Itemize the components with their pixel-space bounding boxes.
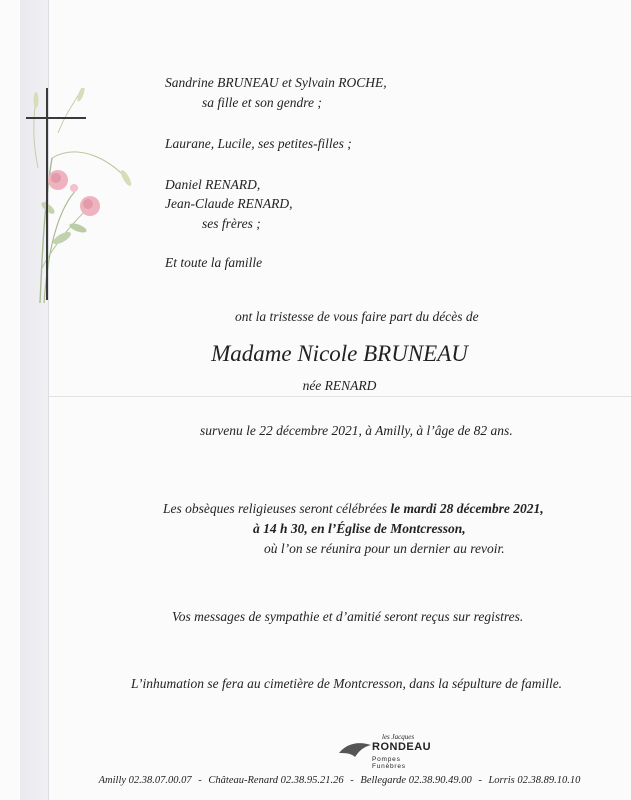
fold-line	[48, 396, 631, 397]
footer-separator: -	[350, 775, 354, 786]
messages-text: Vos messages de sympathie et d’amitié seront reçus sur registres.	[172, 609, 524, 624]
funeral-line-3: où l’on se réunira pour un dernier au revoir.	[264, 541, 505, 556]
burial-text: L’inhumation se fera au cimetière de Montcresson, dans la sépulture de famille.	[131, 676, 563, 691]
funeral-home-logo	[335, 733, 432, 771]
cross-and-roses-illustration	[18, 88, 138, 303]
family-line-2: sa fille et son gendre ;	[202, 95, 322, 110]
footer-chateau-renard: Château-Renard 02.38.95.21.26	[208, 775, 344, 786]
funeral-line-1	[163, 501, 544, 517]
funeral-date: le mardi 28 décembre 2021,	[390, 501, 544, 516]
footer-amilly: Amilly 02.38.07.00.07	[98, 775, 192, 786]
footer-separator: -	[478, 775, 482, 786]
family-line-4: Daniel RENARD,	[165, 177, 261, 192]
announcement-text: ont la tristesse de vous faire part du décès de	[235, 309, 479, 324]
footer-bellegarde: Bellegarde 02.38.90.49.00	[360, 775, 472, 786]
footer-contacts	[48, 775, 631, 786]
maiden-name: née RENARD	[302, 378, 377, 393]
family-line-1: Sandrine BRUNEAU et Sylvain ROCHE,	[165, 75, 387, 90]
family-line-7: Et toute la famille	[165, 255, 263, 270]
logo-subtitle: Pompes Funèbres	[372, 756, 406, 770]
dove-icon	[337, 739, 373, 763]
logo-small-text: les Jacques	[382, 733, 415, 741]
funeral-time-place: à 14 h 30, en l’Église de Montcresson,	[253, 521, 466, 536]
family-line-3: Laurane, Lucile, ses petites-filles ;	[165, 136, 352, 151]
family-line-6: ses frères ;	[202, 216, 261, 231]
footer-separator: -	[198, 775, 202, 786]
footer-lorris: Lorris 02.38.89.10.10	[488, 775, 581, 786]
deceased-name: Madame Nicole BRUNEAU	[211, 341, 468, 366]
death-info: survenu le 22 décembre 2021, à Amilly, à l’âge de 82 ans.	[200, 423, 513, 438]
family-line-5: Jean-Claude RENARD,	[165, 196, 293, 211]
logo-brand: RONDEAU	[372, 741, 432, 753]
funeral-line-1-text: Les obsèques religieuses seront célébrées	[163, 501, 391, 516]
